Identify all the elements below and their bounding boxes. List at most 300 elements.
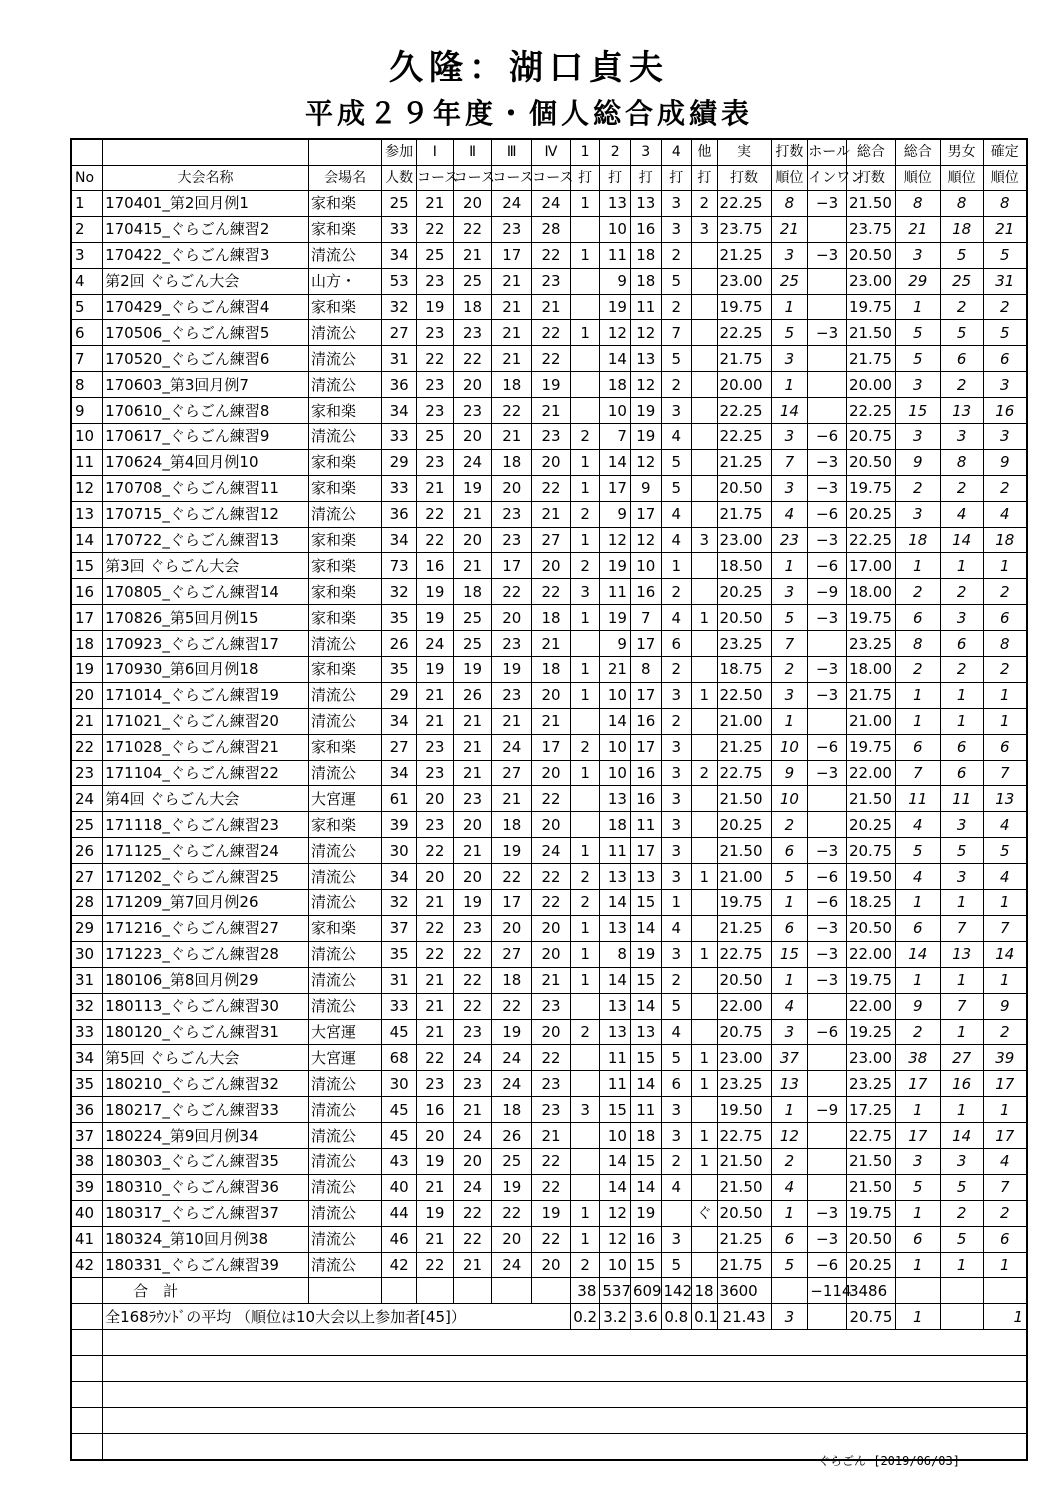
table-cell: −9 bbox=[808, 579, 847, 605]
table-cell: 45 bbox=[382, 1123, 417, 1149]
total-c1: 38 bbox=[570, 1278, 600, 1304]
table-cell: 37 bbox=[382, 915, 417, 941]
table-cell: 24 bbox=[532, 191, 571, 217]
table-cell: −6 bbox=[808, 734, 847, 760]
table-cell: 39 bbox=[71, 1174, 103, 1200]
table-cell: 1 bbox=[983, 1252, 1027, 1278]
table-cell: 21 bbox=[600, 657, 631, 683]
empty-row bbox=[71, 1381, 1027, 1407]
table-cell: −6 bbox=[808, 501, 847, 527]
table-cell: 7 bbox=[940, 993, 983, 1019]
table-cell: 30 bbox=[71, 941, 103, 967]
table-cell: 18 bbox=[532, 657, 571, 683]
table-cell: 9 bbox=[71, 398, 103, 424]
table-cell: 2 bbox=[570, 501, 600, 527]
table-cell bbox=[570, 1123, 600, 1149]
table-cell: 40 bbox=[382, 1174, 417, 1200]
table-cell: 22 bbox=[532, 1045, 571, 1071]
table-cell: 大宮運 bbox=[308, 786, 381, 812]
table-cell: 16 bbox=[630, 708, 661, 734]
table-cell: 20.50 bbox=[846, 1226, 895, 1252]
table-cell: 19 bbox=[600, 294, 631, 320]
table-cell: 171216_ぐらごん練習27 bbox=[103, 915, 309, 941]
table-cell: 2 bbox=[570, 890, 600, 916]
table-cell: 23.75 bbox=[846, 216, 895, 242]
table-cell: 1 bbox=[983, 553, 1027, 579]
table-row bbox=[71, 812, 1027, 838]
table-cell: 14 bbox=[983, 941, 1027, 967]
table-cell bbox=[570, 631, 600, 657]
table-cell: 13 bbox=[600, 915, 631, 941]
table-cell: 第2回 ぐらごん大会 bbox=[103, 268, 309, 294]
header-bottom-cell-16: 打数 bbox=[846, 165, 895, 191]
table-cell: 清流公 bbox=[308, 941, 381, 967]
header-top-cell-8: 1 bbox=[570, 139, 600, 165]
table-row bbox=[71, 890, 1027, 916]
table-cell: 2 bbox=[983, 294, 1027, 320]
table-cell: 32 bbox=[382, 890, 417, 916]
table-cell: 1 bbox=[570, 605, 600, 631]
table-cell: 38 bbox=[71, 1148, 103, 1174]
table-cell: 20.75 bbox=[717, 1019, 771, 1045]
table-cell: 22 bbox=[532, 1226, 571, 1252]
table-cell: 17 bbox=[492, 890, 532, 916]
table-row bbox=[71, 527, 1027, 553]
table-cell: 1 bbox=[570, 1226, 600, 1252]
table-cell: 21.75 bbox=[717, 346, 771, 372]
table-cell: 35 bbox=[71, 1071, 103, 1097]
table-cell: 3 bbox=[771, 579, 808, 605]
table-cell: 8 bbox=[600, 941, 631, 967]
table-cell: 21.25 bbox=[717, 1226, 771, 1252]
table-cell: −6 bbox=[808, 1019, 847, 1045]
table-cell: 12 bbox=[600, 1200, 631, 1226]
table-cell: 23.00 bbox=[846, 268, 895, 294]
table-cell: 18 bbox=[630, 268, 661, 294]
table-cell: 2 bbox=[661, 242, 692, 268]
table-cell bbox=[692, 579, 717, 605]
table-cell: 22.75 bbox=[846, 1123, 895, 1149]
header-top-cell-4: Ⅰ bbox=[416, 139, 453, 165]
table-cell bbox=[692, 812, 717, 838]
table-cell: 23 bbox=[532, 268, 571, 294]
table-cell: 21 bbox=[453, 553, 492, 579]
table-cell: 21 bbox=[532, 294, 571, 320]
table-cell: 21 bbox=[532, 967, 571, 993]
table-cell: 2 bbox=[71, 216, 103, 242]
table-cell: 8 bbox=[771, 191, 808, 217]
table-cell: 21 bbox=[492, 320, 532, 346]
table-cell bbox=[692, 631, 717, 657]
table-cell: 16 bbox=[416, 1097, 453, 1123]
table-cell: 19 bbox=[416, 579, 453, 605]
table-cell: 17 bbox=[630, 501, 661, 527]
table-cell: 3 bbox=[661, 760, 692, 786]
table-cell: 22 bbox=[416, 527, 453, 553]
table-cell: 18 bbox=[492, 449, 532, 475]
table-row bbox=[71, 915, 1027, 941]
table-cell bbox=[692, 1226, 717, 1252]
table-cell: 2 bbox=[570, 864, 600, 890]
table-cell: 20 bbox=[416, 786, 453, 812]
table-cell: 21.50 bbox=[846, 1148, 895, 1174]
table-cell: 1 bbox=[940, 1252, 983, 1278]
header-top-cell-17: 総合 bbox=[895, 139, 940, 165]
table-cell: 12 bbox=[600, 1226, 631, 1252]
table-cell: 4 bbox=[661, 527, 692, 553]
table-cell: 14 bbox=[600, 449, 631, 475]
table-cell: 1 bbox=[570, 527, 600, 553]
table-cell: 21.50 bbox=[846, 786, 895, 812]
table-cell: 2 bbox=[895, 657, 940, 683]
table-cell: 清流公 bbox=[308, 1200, 381, 1226]
table-cell: 3 bbox=[692, 527, 717, 553]
table-cell: 19 bbox=[416, 1148, 453, 1174]
table-cell: 27 bbox=[382, 320, 417, 346]
table-cell: 180106_第8回月例29 bbox=[103, 967, 309, 993]
table-cell: 7 bbox=[983, 760, 1027, 786]
table-cell: 1 bbox=[771, 890, 808, 916]
table-cell: 1 bbox=[940, 967, 983, 993]
table-cell: 2 bbox=[940, 294, 983, 320]
table-cell: 9 bbox=[895, 993, 940, 1019]
table-cell: 53 bbox=[382, 268, 417, 294]
table-cell: 20 bbox=[532, 449, 571, 475]
table-cell: 21 bbox=[453, 1252, 492, 1278]
table-cell: 23.75 bbox=[717, 216, 771, 242]
table-cell: 2 bbox=[940, 657, 983, 683]
table-cell: 14 bbox=[600, 1148, 631, 1174]
table-cell: 22 bbox=[532, 1174, 571, 1200]
table-cell: 20.00 bbox=[717, 372, 771, 398]
table-cell: 5 bbox=[771, 1252, 808, 1278]
table-cell: 10 bbox=[600, 682, 631, 708]
table-cell: 3 bbox=[661, 734, 692, 760]
table-cell: 21 bbox=[492, 786, 532, 812]
table-cell: 2 bbox=[692, 191, 717, 217]
table-cell bbox=[692, 449, 717, 475]
table-cell: 18.00 bbox=[846, 657, 895, 683]
table-cell: 家和楽 bbox=[308, 579, 381, 605]
table-cell: 22 bbox=[532, 890, 571, 916]
table-cell: 2 bbox=[940, 1200, 983, 1226]
table-cell: 22 bbox=[416, 216, 453, 242]
table-cell: 25 bbox=[453, 268, 492, 294]
table-cell: 1 bbox=[895, 1097, 940, 1123]
table-cell: 1 bbox=[771, 294, 808, 320]
table-cell bbox=[570, 1071, 600, 1097]
table-cell: 9 bbox=[600, 631, 631, 657]
table-cell: 18 bbox=[630, 1123, 661, 1149]
table-cell: 清流公 bbox=[308, 320, 381, 346]
table-cell: 22.75 bbox=[717, 941, 771, 967]
table-cell bbox=[692, 657, 717, 683]
table-cell: 170805_ぐらごん練習14 bbox=[103, 579, 309, 605]
table-cell: 21 bbox=[71, 708, 103, 734]
total-c3: 609 bbox=[630, 1278, 661, 1304]
table-cell: 27 bbox=[382, 734, 417, 760]
table-cell bbox=[808, 294, 847, 320]
table-cell: 18 bbox=[532, 605, 571, 631]
table-cell: 36 bbox=[71, 1097, 103, 1123]
table-cell: 20.25 bbox=[717, 812, 771, 838]
header-top-cell-12: 他 bbox=[692, 139, 717, 165]
table-row bbox=[71, 346, 1027, 372]
table-cell: 21 bbox=[416, 708, 453, 734]
table-cell: 24 bbox=[453, 449, 492, 475]
total-label: 合 計 bbox=[103, 1278, 309, 1304]
table-cell: 家和楽 bbox=[308, 475, 381, 501]
table-cell: 1 bbox=[570, 682, 600, 708]
table-cell: 5 bbox=[771, 605, 808, 631]
table-cell: 清流公 bbox=[308, 708, 381, 734]
table-cell: 5 bbox=[661, 268, 692, 294]
page-subtitle: 平成２９年度・個人総合成績表 bbox=[304, 97, 753, 130]
table-cell: 18.75 bbox=[717, 657, 771, 683]
table-cell: 1 bbox=[692, 1071, 717, 1097]
table-cell: 16 bbox=[983, 398, 1027, 424]
table-cell: 19.50 bbox=[717, 1097, 771, 1123]
table-cell: 19 bbox=[532, 372, 571, 398]
table-cell: 2 bbox=[940, 475, 983, 501]
table-cell: 180303_ぐらごん練習35 bbox=[103, 1148, 309, 1174]
table-cell: 5 bbox=[661, 1252, 692, 1278]
table-cell: 20.50 bbox=[717, 605, 771, 631]
table-cell bbox=[808, 786, 847, 812]
table-cell: 21.50 bbox=[846, 320, 895, 346]
table-cell: 34 bbox=[382, 708, 417, 734]
table-cell: 4 bbox=[771, 1174, 808, 1200]
table-row bbox=[71, 191, 1027, 217]
total-row bbox=[71, 1278, 1027, 1304]
table-cell: 1 bbox=[692, 1045, 717, 1071]
table-cell: 21 bbox=[416, 1174, 453, 1200]
table-cell: 11 bbox=[71, 449, 103, 475]
total-c4: 142 bbox=[661, 1278, 692, 1304]
table-cell: 20 bbox=[453, 864, 492, 890]
table-cell: 1 bbox=[661, 890, 692, 916]
table-cell: 大宮運 bbox=[308, 1019, 381, 1045]
table-cell: 清流公 bbox=[308, 682, 381, 708]
table-cell: 170422_ぐらごん練習3 bbox=[103, 242, 309, 268]
table-cell: 42 bbox=[382, 1252, 417, 1278]
table-cell: 38 bbox=[895, 1045, 940, 1071]
table-cell: 13 bbox=[630, 1019, 661, 1045]
table-cell bbox=[808, 398, 847, 424]
table-cell: 22.00 bbox=[846, 993, 895, 1019]
table-cell: 清流公 bbox=[308, 501, 381, 527]
table-cell bbox=[808, 1071, 847, 1097]
table-cell: 21 bbox=[492, 708, 532, 734]
table-cell: 16 bbox=[940, 1071, 983, 1097]
table-cell: 2 bbox=[983, 657, 1027, 683]
table-cell: −3 bbox=[808, 941, 847, 967]
table-cell: 19.75 bbox=[846, 475, 895, 501]
table-cell: 27 bbox=[492, 760, 532, 786]
table-cell: 6 bbox=[983, 605, 1027, 631]
table-cell: 9 bbox=[771, 760, 808, 786]
table-cell: 14 bbox=[600, 890, 631, 916]
table-cell: 家和楽 bbox=[308, 734, 381, 760]
table-cell: 26 bbox=[71, 838, 103, 864]
table-cell: 21 bbox=[492, 346, 532, 372]
table-cell: 20 bbox=[416, 864, 453, 890]
table-cell: 2 bbox=[661, 967, 692, 993]
table-cell: 3 bbox=[661, 398, 692, 424]
table-cell: 41 bbox=[71, 1226, 103, 1252]
table-cell: 44 bbox=[382, 1200, 417, 1226]
table-cell bbox=[570, 268, 600, 294]
table-cell: 17 bbox=[630, 682, 661, 708]
table-cell: 21 bbox=[416, 682, 453, 708]
header-top-cell-1 bbox=[103, 139, 309, 165]
table-cell: 23 bbox=[492, 682, 532, 708]
table-row bbox=[71, 682, 1027, 708]
table-cell: 21.50 bbox=[717, 838, 771, 864]
table-cell: 19.75 bbox=[846, 734, 895, 760]
table-cell: 21.25 bbox=[717, 734, 771, 760]
table-cell: 家和楽 bbox=[308, 915, 381, 941]
table-cell: 23.00 bbox=[717, 268, 771, 294]
table-cell: 24 bbox=[492, 1252, 532, 1278]
header-bottom-cell-2: 会場名 bbox=[308, 165, 381, 191]
table-cell: 2 bbox=[661, 657, 692, 683]
table-cell: 170401_第2回月例1 bbox=[103, 191, 309, 217]
table-cell: 21.50 bbox=[717, 1174, 771, 1200]
table-cell: 1 bbox=[940, 682, 983, 708]
table-cell: 6 bbox=[940, 734, 983, 760]
table-cell: −6 bbox=[808, 864, 847, 890]
table-cell: 清流公 bbox=[308, 993, 381, 1019]
table-cell: 16 bbox=[630, 579, 661, 605]
table-cell: 20.50 bbox=[717, 1200, 771, 1226]
header-bottom-cell-19: 順位 bbox=[983, 165, 1027, 191]
table-cell: 32 bbox=[71, 993, 103, 1019]
table-cell: 21 bbox=[532, 708, 571, 734]
table-cell: 21 bbox=[532, 398, 571, 424]
table-cell: 11 bbox=[940, 786, 983, 812]
table-cell: 20 bbox=[532, 941, 571, 967]
table-row bbox=[71, 657, 1027, 683]
table-cell: 23 bbox=[532, 424, 571, 450]
table-cell: −3 bbox=[808, 967, 847, 993]
table-cell: 20.00 bbox=[846, 372, 895, 398]
table-cell: 13 bbox=[600, 864, 631, 890]
table-cell: 19.50 bbox=[846, 864, 895, 890]
table-cell: 家和楽 bbox=[308, 191, 381, 217]
table-cell: 21.25 bbox=[717, 242, 771, 268]
table-cell: 21 bbox=[453, 242, 492, 268]
table-cell: 20 bbox=[453, 372, 492, 398]
table-cell: 20.25 bbox=[846, 1252, 895, 1278]
table-cell: −3 bbox=[808, 320, 847, 346]
table-cell: 清流公 bbox=[308, 631, 381, 657]
table-cell: 2 bbox=[661, 708, 692, 734]
table-cell: 2 bbox=[771, 1148, 808, 1174]
table-cell: 11 bbox=[600, 838, 631, 864]
table-cell: 15 bbox=[630, 1148, 661, 1174]
table-cell: 1 bbox=[570, 1200, 600, 1226]
table-cell: 2 bbox=[661, 1148, 692, 1174]
table-cell: 26 bbox=[382, 631, 417, 657]
table-cell: 15 bbox=[895, 398, 940, 424]
table-cell: 20 bbox=[453, 1148, 492, 1174]
table-row bbox=[71, 501, 1027, 527]
table-cell: 23.00 bbox=[717, 1045, 771, 1071]
table-cell: 21.25 bbox=[717, 449, 771, 475]
header-bottom-cell-5: コース bbox=[453, 165, 492, 191]
table-cell: 171209_第7回月例26 bbox=[103, 890, 309, 916]
table-cell: 16 bbox=[630, 216, 661, 242]
table-cell: 34 bbox=[382, 527, 417, 553]
table-cell bbox=[692, 553, 717, 579]
table-cell: 12 bbox=[71, 475, 103, 501]
table-cell: 4 bbox=[983, 501, 1027, 527]
table-cell: 31 bbox=[382, 346, 417, 372]
table-cell: 5 bbox=[940, 242, 983, 268]
table-cell: 9 bbox=[983, 449, 1027, 475]
table-cell bbox=[692, 708, 717, 734]
header-top-cell-14: 打数 bbox=[771, 139, 808, 165]
table-cell: 31 bbox=[71, 967, 103, 993]
table-cell: 21 bbox=[453, 501, 492, 527]
table-cell: 20 bbox=[532, 915, 571, 941]
table-cell: 23.25 bbox=[846, 1071, 895, 1097]
table-cell: 6 bbox=[983, 346, 1027, 372]
table-cell: 180224_第9回月例34 bbox=[103, 1123, 309, 1149]
table-cell: 21 bbox=[416, 890, 453, 916]
table-cell: 34 bbox=[382, 242, 417, 268]
table-cell: 14 bbox=[630, 915, 661, 941]
table-cell: 清流公 bbox=[308, 967, 381, 993]
table-cell: 23 bbox=[453, 398, 492, 424]
table-cell: 4 bbox=[940, 501, 983, 527]
table-row bbox=[71, 242, 1027, 268]
table-cell: 1 bbox=[692, 605, 717, 631]
table-cell: 23.25 bbox=[717, 631, 771, 657]
table-cell: 21.50 bbox=[717, 1148, 771, 1174]
table-cell: 34 bbox=[71, 1045, 103, 1071]
table-cell: 大宮運 bbox=[308, 1045, 381, 1071]
table-cell: 45 bbox=[382, 1019, 417, 1045]
table-cell: 29 bbox=[382, 682, 417, 708]
table-cell bbox=[661, 1200, 692, 1226]
table-cell: 9 bbox=[600, 501, 631, 527]
table-cell bbox=[570, 372, 600, 398]
table-cell: 6 bbox=[895, 1226, 940, 1252]
empty-row bbox=[71, 1356, 1027, 1382]
table-cell: 3 bbox=[771, 475, 808, 501]
table-cell: 3 bbox=[771, 346, 808, 372]
table-cell: −3 bbox=[808, 605, 847, 631]
table-cell: 18 bbox=[983, 527, 1027, 553]
table-cell: 1 bbox=[983, 967, 1027, 993]
table-cell: 25 bbox=[453, 605, 492, 631]
table-cell bbox=[692, 1252, 717, 1278]
table-cell: −6 bbox=[808, 1252, 847, 1278]
table-cell: 19 bbox=[630, 398, 661, 424]
table-cell: 3 bbox=[661, 191, 692, 217]
table-cell: 10 bbox=[600, 398, 631, 424]
table-cell: 清流公 bbox=[308, 242, 381, 268]
table-cell: 21.75 bbox=[717, 501, 771, 527]
table-cell: 2 bbox=[771, 657, 808, 683]
table-row bbox=[71, 786, 1027, 812]
table-cell: 清流公 bbox=[308, 424, 381, 450]
table-cell: 4 bbox=[771, 993, 808, 1019]
table-cell: 24 bbox=[492, 1045, 532, 1071]
table-row bbox=[71, 864, 1027, 890]
